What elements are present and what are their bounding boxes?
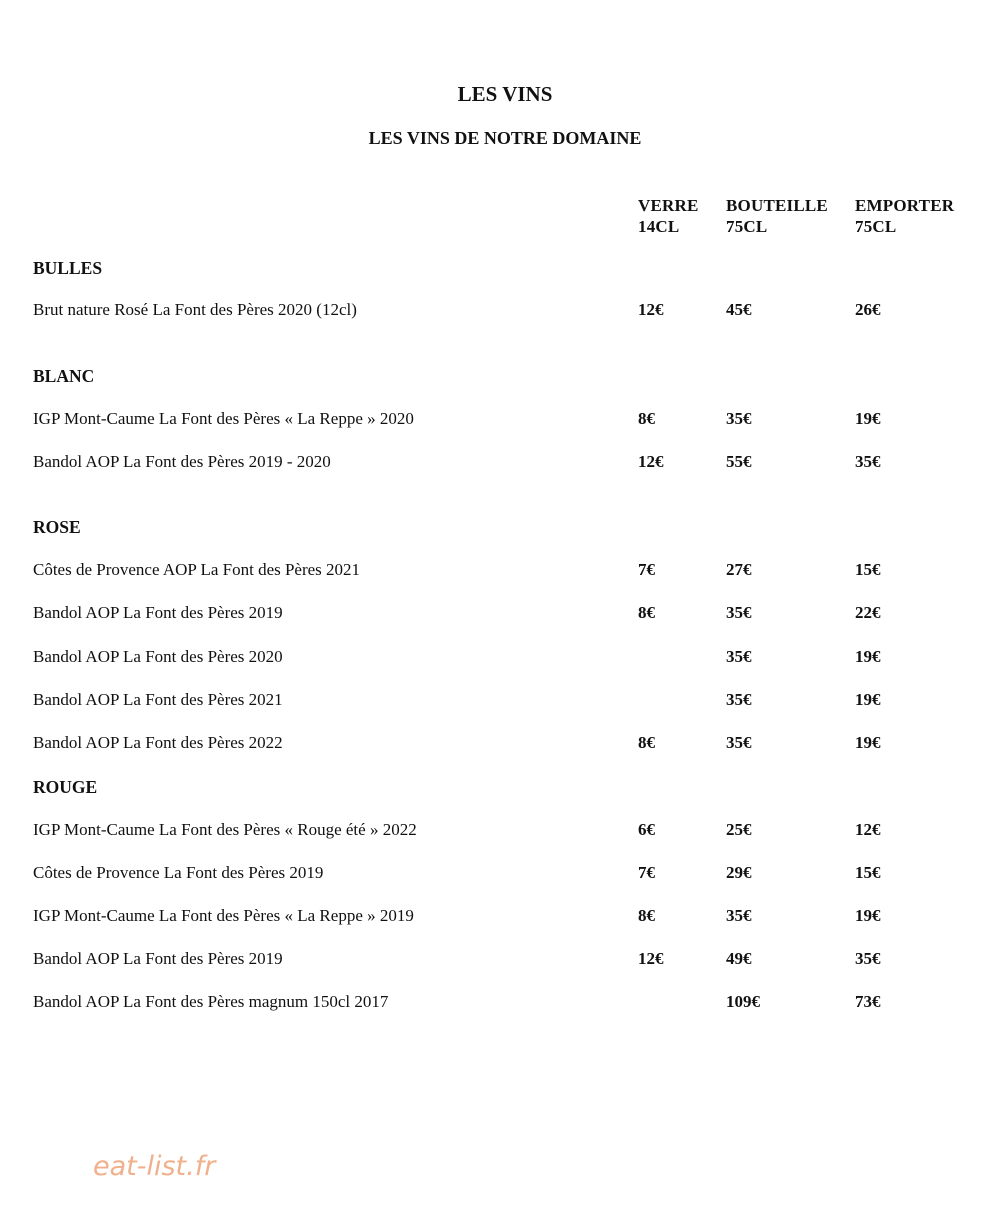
price-verre: 7€ [638,560,655,579]
wine-name: Bandol AOP La Font des Pères magnum 150cl 2017 [33,992,389,1011]
price-verre: 12€ [638,300,664,319]
wine-name: IGP Mont-Caume La Font des Pères « La Reppe » 2020 [33,409,414,428]
price-verre: 6€ [638,820,655,839]
column-header-emporter [855,195,954,237]
wine-row [0,863,989,885]
price-emporter: 15€ [855,560,881,579]
column-header-line: VERRE [638,196,699,215]
price-bouteille: 29€ [726,863,752,882]
section-heading: BULLES [33,258,103,278]
section-heading: BLANC [33,366,95,386]
wine-row [0,949,989,971]
price-emporter: 73€ [855,992,881,1011]
wine-row [0,906,989,928]
wine-row [0,733,989,755]
price-verre: 8€ [638,733,655,752]
page-title: LES VINS [457,82,553,106]
price-bouteille: 35€ [726,690,752,709]
price-verre: 8€ [638,603,655,622]
wine-row [0,452,989,474]
wine-row [0,560,989,582]
wine-name: IGP Mont-Caume La Font des Pères « Rouge été » 2022 [33,820,417,839]
wine-row [0,820,989,842]
wine-row [0,647,989,669]
column-header-verre [638,195,699,237]
column-header-line: BOUTEILLE [726,196,828,215]
price-emporter: 12€ [855,820,881,839]
price-emporter: 15€ [855,863,881,882]
price-verre: 8€ [638,906,655,925]
column-header-line: 14CL [638,217,680,236]
wine-name: Bandol AOP La Font des Pères 2019 [33,603,283,622]
wine-row [0,409,989,431]
price-bouteille: 49€ [726,949,752,968]
wine-name: Côtes de Provence La Font des Pères 2019 [33,863,324,882]
price-bouteille: 35€ [726,603,752,622]
wine-name: Bandol AOP La Font des Pères 2019 - 2020 [33,452,331,471]
wine-row [0,603,989,625]
price-emporter: 19€ [855,690,881,709]
price-bouteille: 35€ [726,733,752,752]
price-emporter: 35€ [855,452,881,471]
wine-row [0,690,989,712]
price-emporter: 19€ [855,733,881,752]
column-header-line: 75CL [855,217,897,236]
price-bouteille: 25€ [726,820,752,839]
wine-name: Brut nature Rosé La Font des Pères 2020 (12cl) [33,300,357,319]
section-heading: ROSE [33,517,81,537]
wine-name: Bandol AOP La Font des Pères 2020 [33,647,283,666]
price-verre: 12€ [638,452,664,471]
price-emporter: 19€ [855,647,881,666]
price-bouteille: 35€ [726,409,752,428]
price-emporter: 35€ [855,949,881,968]
watermark: eat-list.fr [93,1151,216,1182]
column-header-line: 75CL [726,217,768,236]
wine-name: Bandol AOP La Font des Pères 2021 [33,690,283,709]
price-verre: 12€ [638,949,664,968]
section-heading: ROUGE [33,777,98,797]
column-header-bouteille [726,195,828,237]
price-emporter: 22€ [855,603,881,622]
wine-row [0,992,989,1014]
price-emporter: 19€ [855,906,881,925]
wine-row [0,300,989,322]
price-bouteille: 55€ [726,452,752,471]
page-subtitle: LES VINS DE NOTRE DOMAINE [368,128,642,148]
wine-name: Côtes de Provence AOP La Font des Pères 2021 [33,560,361,579]
price-verre: 7€ [638,863,655,882]
price-emporter: 19€ [855,409,881,428]
price-bouteille: 35€ [726,906,752,925]
column-header-line: EMPORTER [855,196,955,215]
price-bouteille: 35€ [726,647,752,666]
wine-name: IGP Mont-Caume La Font des Pères « La Reppe » 2019 [33,906,414,925]
price-emporter: 26€ [855,300,881,319]
price-bouteille: 27€ [726,560,752,579]
price-bouteille: 45€ [726,300,752,319]
wine-name: Bandol AOP La Font des Pères 2019 [33,949,283,968]
price-bouteille: 109€ [726,992,760,1011]
price-verre: 8€ [638,409,655,428]
wine-name: Bandol AOP La Font des Pères 2022 [33,733,283,752]
